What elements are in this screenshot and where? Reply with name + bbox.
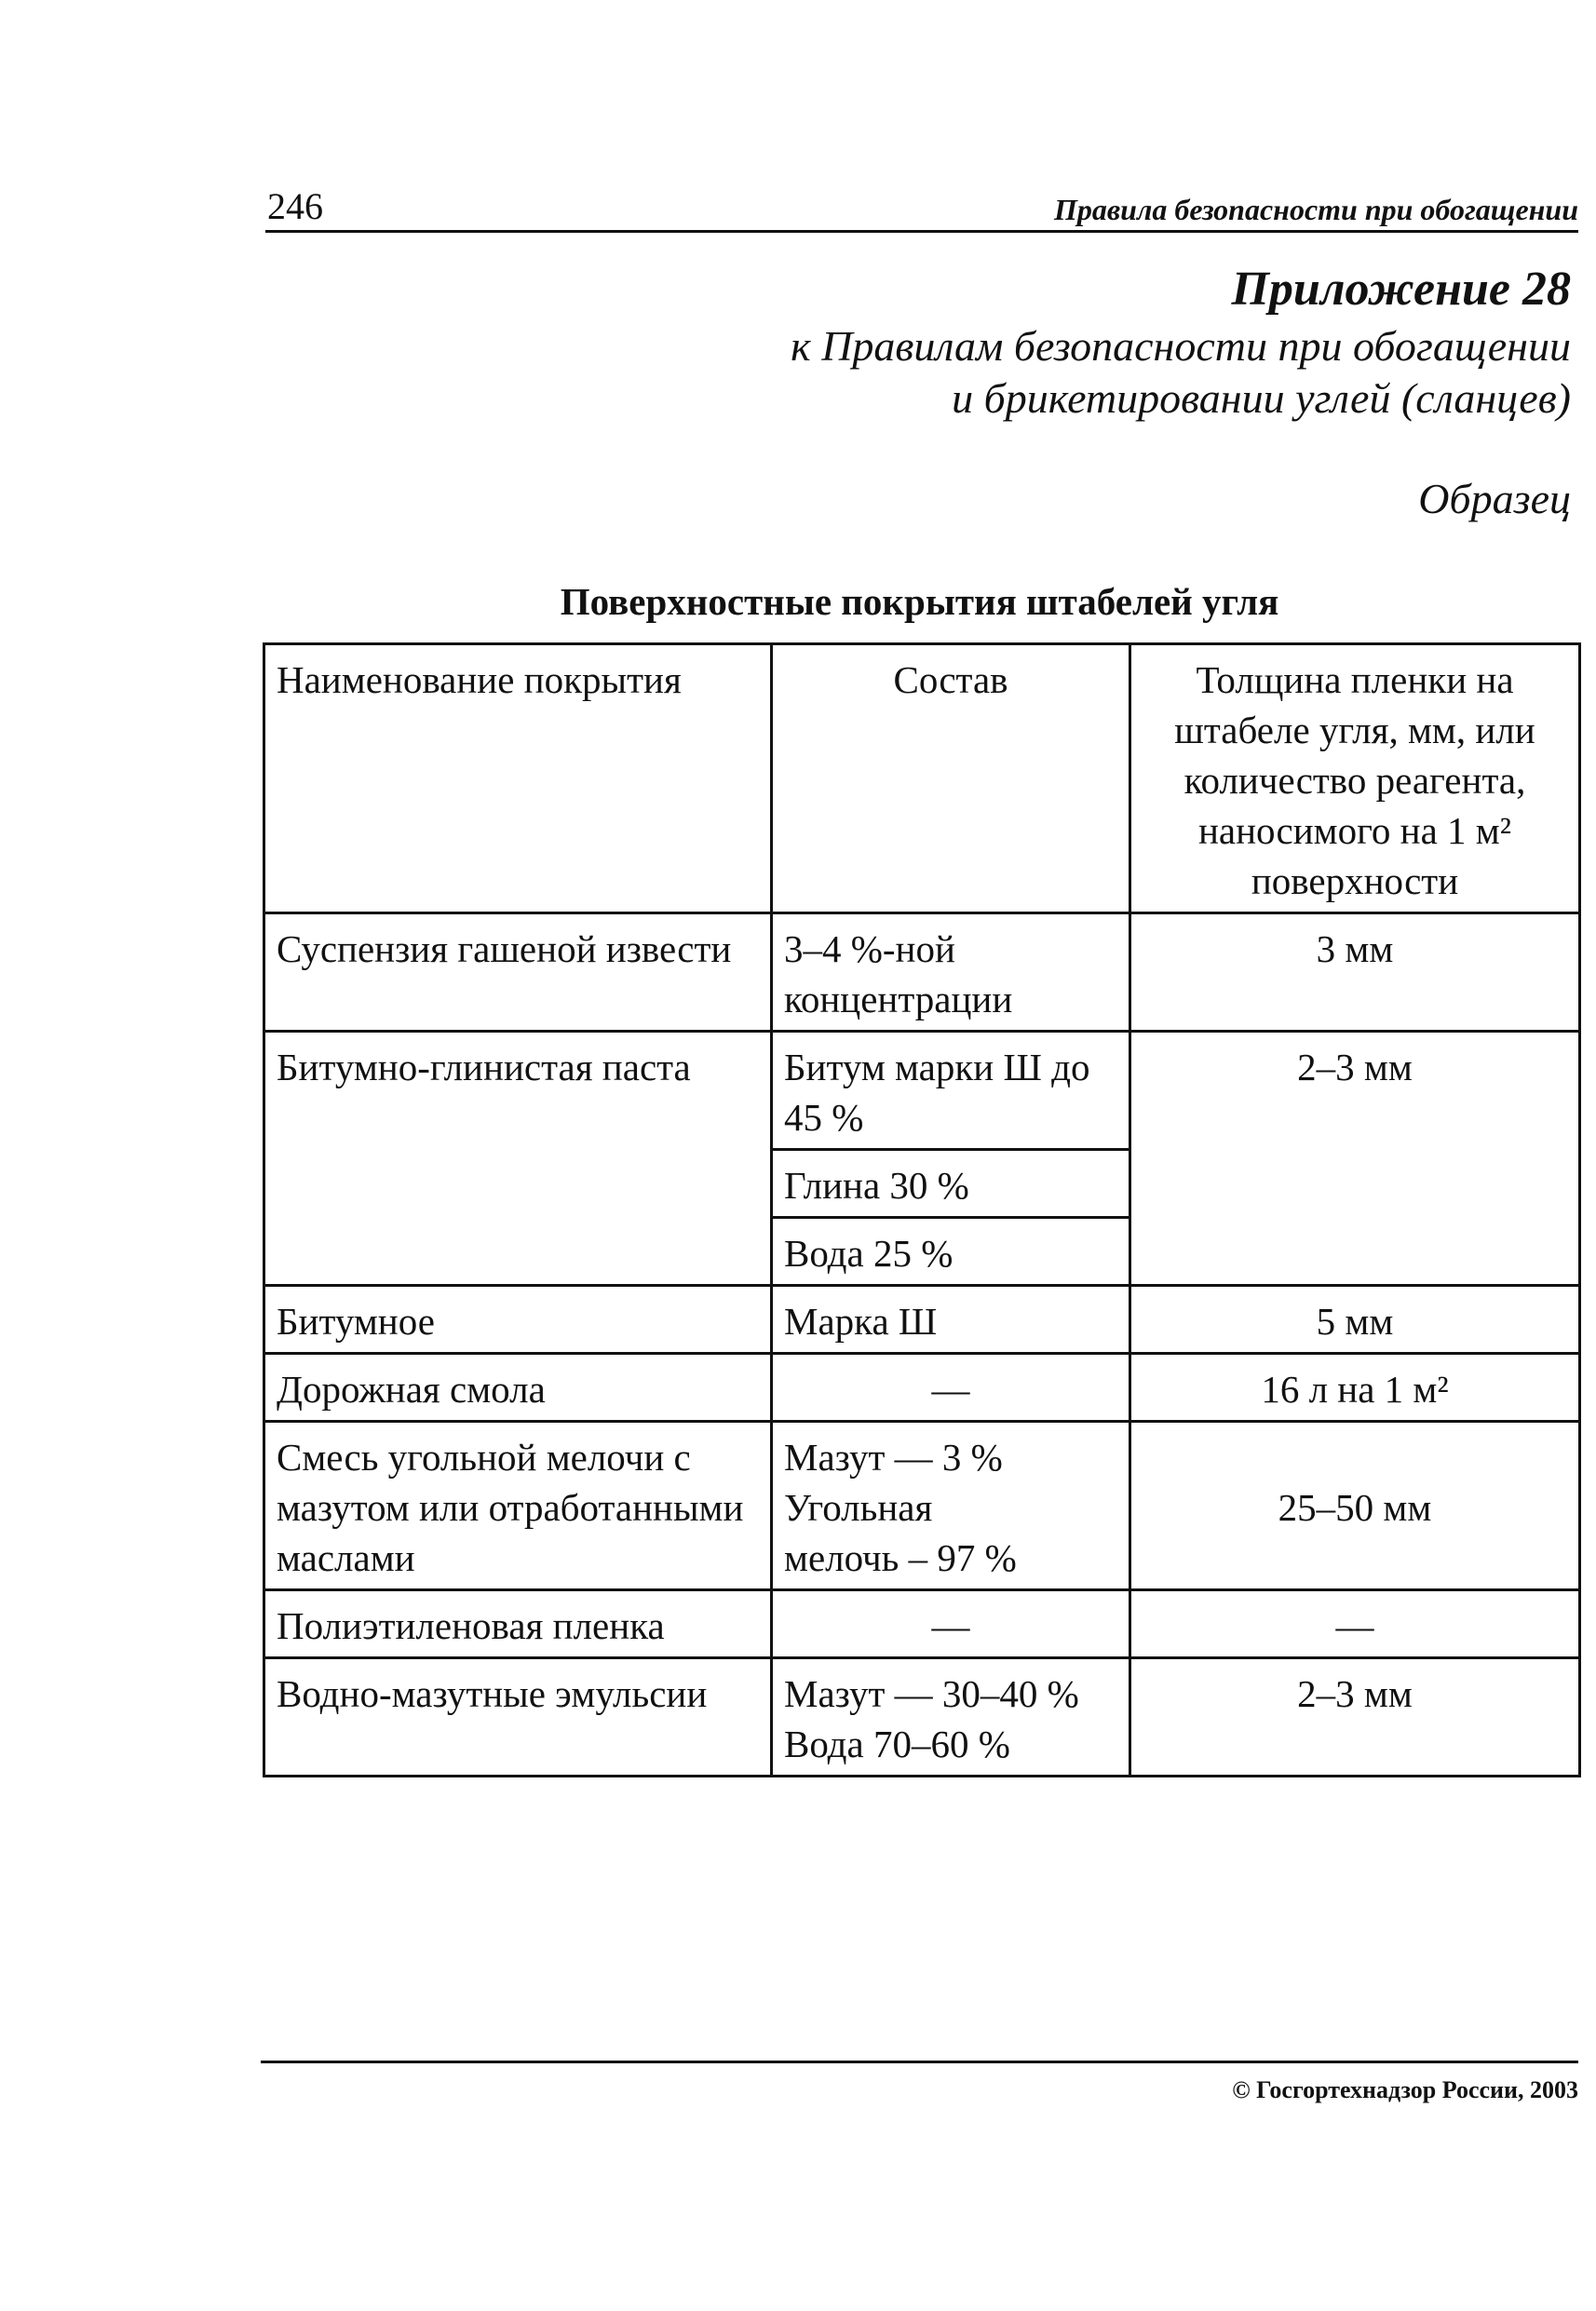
cell-thickness: 2–3 мм [1130,1032,1580,1286]
cell-thickness: 25–50 мм [1130,1422,1580,1590]
table-row [264,1422,1580,1590]
table-row [264,1032,1580,1150]
cell-name: Смесь угольной мелочи с мазутом или отработанными маслами [264,1422,772,1590]
header-thickness-line: Толщина пленки на [1196,658,1514,701]
table-row [264,1590,1580,1658]
cell-composition: Битум марки Ш до 45 % [772,1032,1130,1150]
composition-line: мелочь – 97 % [784,1536,1017,1579]
table-row [264,1354,1580,1422]
cell-thickness: 2–3 мм [1130,1658,1580,1777]
header-thickness [1130,644,1580,913]
composition-line: Вода 70–60 % [784,1723,1010,1765]
cell-composition: — [772,1354,1130,1422]
cell-name: Битумно-глинистая паста [264,1032,772,1286]
cell-name: Водно-мазутные эмульсии [264,1658,772,1777]
table-row [264,1658,1580,1777]
page-number: 246 [267,185,323,227]
appendix-title: Приложение 28 [1231,263,1571,316]
cell-composition [772,1658,1130,1777]
cell-name: Битумное [264,1286,772,1354]
cell-thickness: 3 мм [1130,913,1580,1032]
running-header: Правила безопасности при обогащении [1053,193,1578,226]
header-thickness-line: наносимого на 1 м² [1197,809,1512,852]
header-composition: Состав [772,644,1130,913]
cell-composition: 3–4 %-ной концентрации [772,913,1130,1032]
table-row [264,1286,1580,1354]
table-title: Поверхностные покрытия штабелей угля [560,580,1279,623]
cell-name: Суспензия гашеной извести [264,913,772,1032]
sample-label: Образец [1418,475,1571,522]
appendix-subtitle-line-2: и брикетировании углей (сланцев) [952,374,1571,422]
cell-composition: Вода 25 % [772,1218,1130,1286]
cell-composition: Марка Ш [772,1286,1130,1354]
header-rule [265,230,1578,233]
appendix-subtitle-line-1: к Правилам безопасности при обогащении [791,322,1571,370]
composition-line: Мазут — 3 % [784,1436,1003,1479]
table-row [264,913,1580,1032]
cell-thickness: 5 мм [1130,1286,1580,1354]
cell-composition: — [772,1590,1130,1658]
cell-thickness: — [1130,1590,1580,1658]
cell-composition: Глина 30 % [772,1150,1130,1218]
table-header-row [264,644,1580,913]
cell-name: Дорожная смола [264,1354,772,1422]
cell-name: Полиэтиленовая пленка [264,1590,772,1658]
cell-composition [772,1422,1130,1590]
composition-line: Угольная [784,1486,933,1529]
header-thickness-line: штабеле угля, мм, или [1174,709,1535,751]
coatings-table [263,642,1581,1777]
copyright-footer: © Госгортехнадзор России, 2003 [1232,2076,1578,2103]
composition-line: Мазут — 30–40 % [784,1672,1079,1715]
footer-rule [261,2061,1578,2063]
appendix-heading [453,259,1571,425]
header-name: Наименование покрытия [264,644,772,913]
header-thickness-line: поверхности [1251,859,1459,902]
cell-thickness: 16 л на 1 м² [1130,1354,1580,1422]
header-thickness-line: количество реагента, [1183,759,1526,802]
